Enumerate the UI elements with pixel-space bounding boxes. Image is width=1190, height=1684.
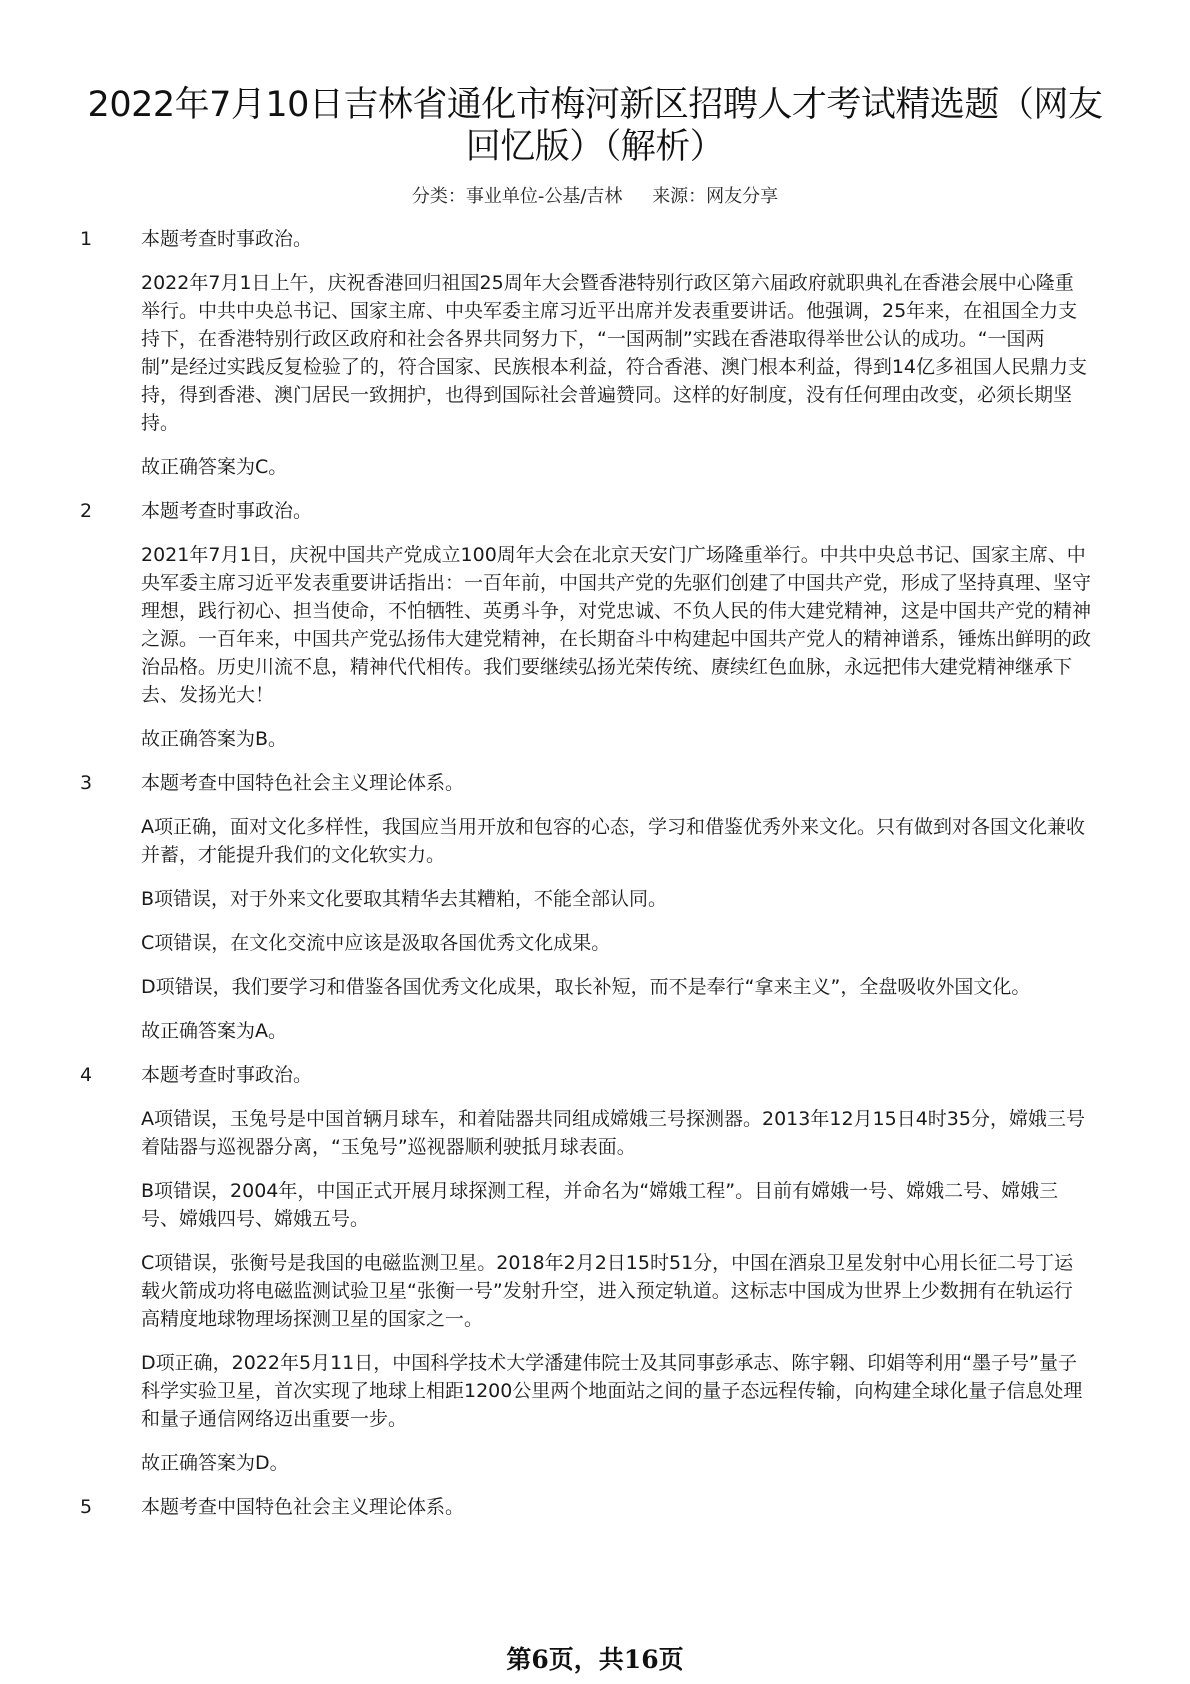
explanation-paragraph: 2022年7月1日上午，庆祝香港回归祖国25周年大会暨香港特别行政区第六届政府就职典礼在香港会展中心隆重举行。中共中央总书记、国家主席、中央军委主席习近平出席并发表重要讲话。他强调，25年来，在祖国全力支持下，在香港特别行政区政府和社会各界共同努力下，“一国两制”实践在香港取得举世公认的成功。“一国两制”是经过实践反复检验了的，符合国家、民族根本利益，符合香港、澳门根本利益，得到14亿多祖国人民鼎力支持，得到香港、澳门居民一致拥护，也得到国际社会普遍赞同。这样的好制度，没有任何理由改变，必须长期坚持。 [141,272,1088,434]
question-topic: 本题考查时事政治。 [141,500,313,522]
category-label: 分类：事业单位-公基/吉林 [411,186,623,207]
explanation-paragraph: 故正确答案为A。 [141,1020,287,1042]
document-meta [0,185,1190,209]
page-footer: 第6页，共16页 [506,1645,684,1674]
question-list [0,225,1190,1537]
question-number: 5 [80,1496,93,1518]
question-topic: 本题考查时事政治。 [141,1064,313,1086]
explanation-paragraph: 2021年7月1日，庆祝中国共产党成立100周年大会在北京天安门广场隆重举行。中共中央总书记、国家主席、中央军委主席习近平发表重要讲话指出：一百年前，中国共产党的先驱们创建了中国共产党，形成了坚持真理、坚守理想，践行初心、担当使命，不怕牺牲、英勇斗争，对党忠诚、不负人民的伟大建党精神，这是中国共产党的精神之源。一百年来，中国共产党弘扬伟大建党精神，在长期奋斗中构建起中国共产党人的精神谱系，锤炼出鲜明的政治品格。历史川流不息，精神代代相传。我们要继续弘扬光荣传统、赓续红色血脉，永远把伟大建党精神继承下去、发扬光大！ [141,544,1092,706]
source-label: 来源：网友分享 [652,186,779,207]
question-number: 1 [80,228,93,250]
question-topic: 本题考查中国特色社会主义理论体系。 [141,772,465,794]
page-title: 2022年7月10日吉林省通化市梅河新区招聘人才考试精选题（网友回忆版）（解析） [87,85,1103,167]
question-number: 3 [80,772,93,794]
explanation-paragraph: D项错误，我们要学习和借鉴各国优秀文化成果，取长补短，而不是奉行“拿来主义”，全盘吸收外国文化。 [141,976,1031,998]
question-topic: 本题考查时事政治。 [141,228,313,250]
explanation-paragraph: C项错误，张衡号是我国的电磁监测卫星。2018年2月2日15时51分，中国在酒泉卫星发射中心用长征二号丁运载火箭成功将电磁监测试验卫星“张衡一号”发射升空，进入预定轨道。这标志中国成为世界上少数拥有在轨运行高精度地球物理场探测卫星的国家之一。 [141,1252,1074,1330]
explanation-paragraph: 故正确答案为C。 [141,456,288,478]
explanation-paragraph: B项错误，对于外来文化要取其精华去其糟粕，不能全部认同。 [141,888,668,910]
explanation-paragraph: 故正确答案为B。 [141,728,288,750]
question-block [0,769,1190,1045]
explanation-paragraph: B项错误，2004年，中国正式开展月球探测工程，并命名为“嫦娥工程”。目前有嫦娥一号、嫦娥二号、嫦娥三号、嫦娥四号、嫦娥五号。 [141,1180,1059,1230]
question-number: 2 [80,500,93,522]
explanation-paragraph: A项正确，面对文化多样性，我国应当用开放和包容的心态，学习和借鉴优秀外来文化。只有做到对各国文化兼收并蓄，才能提升我们的文化软实力。 [141,816,1086,866]
question-number: 4 [80,1064,93,1086]
question-block [0,225,1190,481]
explanation-paragraph: D项正确，2022年5月11日，中国科学技术大学潘建伟院士及其同事彭承志、陈宇翱、印娟等利用“墨子号”量子科学实验卫星，首次实现了地球上相距1200公里两个地面站之间的量子态远程传输，向构建全球化量子信息处理和量子通信网络迈出重要一步。 [141,1352,1083,1430]
explanation-paragraph: C项错误，在文化交流中应该是汲取各国优秀文化成果。 [141,932,611,954]
explanation-paragraph: 故正确答案为D。 [141,1452,289,1474]
question-topic: 本题考查中国特色社会主义理论体系。 [141,1496,465,1518]
question-block [0,1061,1190,1477]
explanation-paragraph: A项错误，玉兔号是中国首辆月球车，和着陆器共同组成嫦娥三号探测器。2013年12月15日4时35分，嫦娥三号着陆器与巡视器分离，“玉兔号”巡视器顺利驶抵月球表面。 [141,1108,1085,1158]
question-block [0,497,1190,753]
question-block [0,1493,1190,1521]
